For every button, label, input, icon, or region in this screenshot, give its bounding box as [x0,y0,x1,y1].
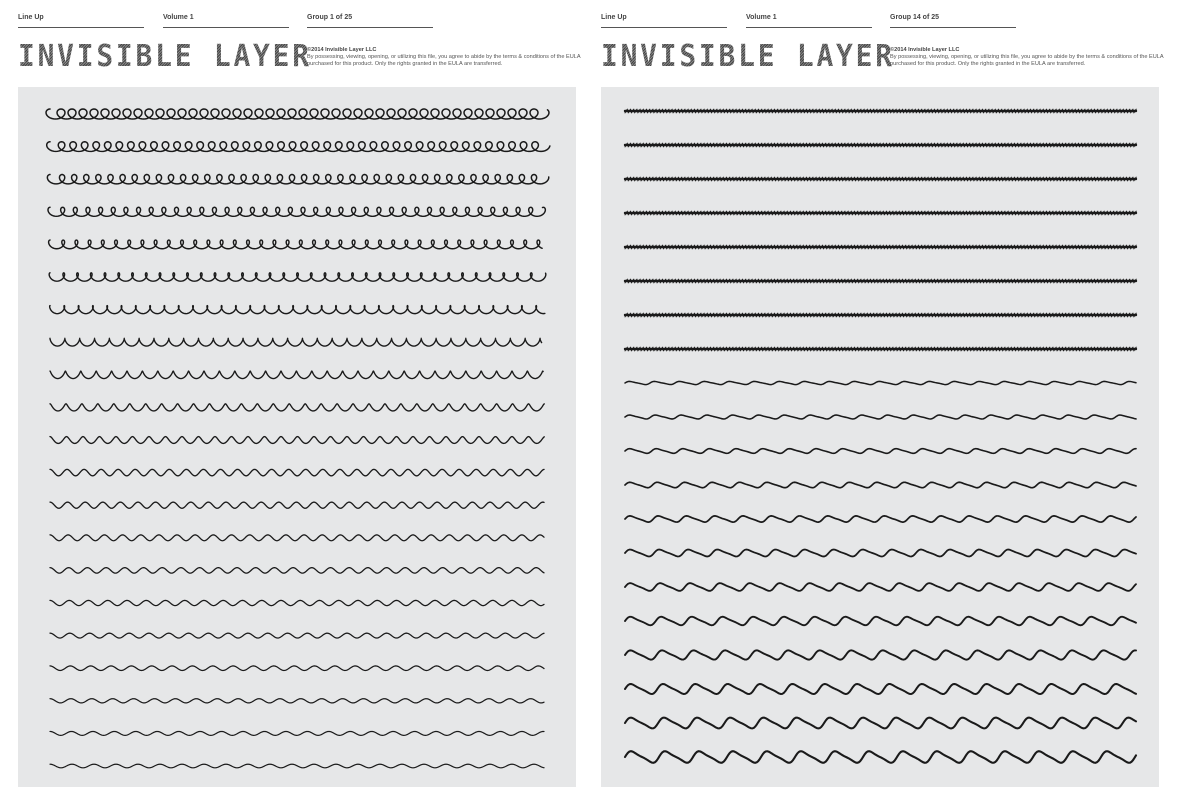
line-sample [50,764,544,768]
line-sample [50,731,544,735]
wave-line [625,482,1136,488]
line-sample [47,142,550,152]
line-label: Line Up [18,12,144,28]
legal-text: By possessing, viewing, opening, or utilizing this file, you agree to abide by the terms & conditions of the EULA purchased for this product. Only the rights granted in the EULA are transferred. [890,54,1164,67]
line-sample [50,404,544,411]
line-sample [50,306,545,314]
line-panel [18,87,576,787]
volume-label: Volume 1 [163,12,289,28]
wave-line [625,684,1136,694]
legal-text: By possessing, viewing, opening, or utilizing this file, you agree to abide by the terms & conditions of the EULA purchased for this product. Only the rights granted in the EULA are transferred. [307,54,581,67]
sheet-right [601,0,1171,800]
brand-text: INVISIBLE LAYER [18,39,312,74]
wave-line [625,549,1136,556]
group-label: Group 1 of 25 [307,12,433,28]
line-samples [18,87,576,787]
wave-line [625,718,1136,729]
legal-notice [890,47,1180,68]
brand-logo [601,40,895,74]
sheet-left [18,0,588,800]
line-sample [46,109,549,119]
line-label: Line Up [601,12,727,28]
meta-row [601,12,1031,28]
brand-logo [18,40,312,74]
line-sample [50,338,542,346]
wave-line [625,381,1136,384]
volume-label: Volume 1 [746,12,872,28]
line-sample [50,600,544,605]
line-sample [50,633,544,638]
brand-text: INVISIBLE LAYER [601,39,895,74]
line-sample [49,273,546,281]
line-sample [49,240,542,249]
line-sample [48,207,545,216]
line-sample [50,437,544,444]
wave-line [625,415,1136,419]
line-samples [601,87,1159,787]
wave-line [625,617,1136,626]
line-panel [601,87,1159,787]
line-sample [50,535,544,541]
line-sample [50,666,544,671]
line-sample [50,502,544,508]
copyright-text: ©2014 Invisible Layer LLC [307,47,377,53]
meta-row [18,12,448,28]
copyright-text: ©2014 Invisible Layer LLC [890,47,960,53]
legal-notice [307,47,597,68]
line-sample [47,175,548,184]
wave-line [625,650,1136,659]
wave-line [625,516,1136,522]
line-sample [50,568,544,574]
group-label: Group 14 of 25 [890,12,1016,28]
line-sample [50,699,544,703]
wave-line [625,449,1136,454]
wave-line [625,583,1136,591]
line-sample [50,469,544,475]
wave-line [625,751,1136,763]
line-sample [50,371,543,378]
